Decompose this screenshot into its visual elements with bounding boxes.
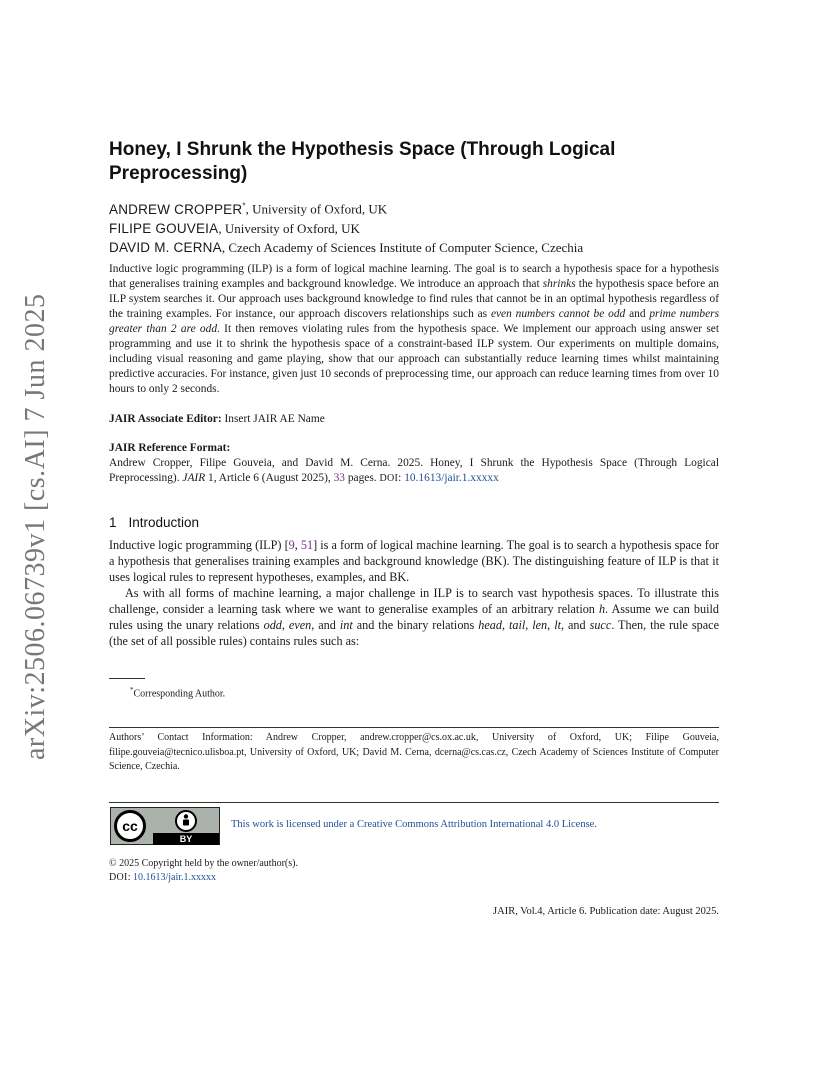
cc-logo-icon: cc xyxy=(114,810,146,842)
license-link[interactable]: This work is licensed under a Creative Commons Attribution International 4.0 License. xyxy=(231,819,597,830)
author-line xyxy=(109,238,729,257)
footnote-rule xyxy=(109,678,145,679)
footnote: *Corresponding Author. xyxy=(130,686,226,700)
arxiv-identifier-stamp: arXiv:2506.06739v1 [cs.AI] 7 Jun 2025 xyxy=(20,293,51,760)
author-affiliation: , Czech Academy of Sciences Institute of Computer Science, Czechia xyxy=(221,239,584,255)
contact-divider xyxy=(109,727,719,728)
introduction-text xyxy=(109,537,719,649)
author-name: ANDREW CROPPER* xyxy=(109,201,246,217)
author-affiliation: , University of Oxford, UK xyxy=(218,220,360,236)
copyright-block: © 2025 Copyright held by the owner/author(s). DOI: 10.1613/jair.1.xxxxx xyxy=(109,858,298,883)
page-count-link[interactable]: 33 xyxy=(333,472,345,484)
author-line xyxy=(109,196,729,219)
abstract: Inductive logic programming (ILP) is a form of logical machine learning. The goal is to search a hypothesis space for a hypothesis that generalises training examples and background knowledge. We introduce an approach that shrinks the hypothesis space before an ILP system searches it. Our approach uses background knowledge to find rules that cannot be in an optimal hypothesis regardless of the training examples. For instance, our approach discovers relationships such as even numbers cannot be odd and prime numbers greater than 2 are odd. It then removes violating rules from the hypothesis space. We implement our approach using answer set programming and use it to shrink the hypothesis space of a constraint-based ILP system. Our experiments on multiple domains, including visual reasoning and game playing, show that our approach can substantially reduce learning times whilst maintaining predictive accuracies. For instance, given just 10 seconds of preprocessing time, our approach can reduce learning times from over 10 hours to only 2 seconds. xyxy=(109,263,720,395)
author-contact-info: Authors’ Contact Information: Andrew Cropper, andrew.cropper@cs.ox.ac.uk, University of Oxford, UK; Filipe Gouveia, filipe.gouveia@tecnico.ulisboa.pt, University of Oxford, UK; David M. Cerna, dcerna@cs.cas.cz, Czech Academy of Sciences Institute of Computer Science, Czechia. xyxy=(109,732,719,772)
by-label: BY xyxy=(153,833,219,845)
author-list xyxy=(109,196,729,257)
footer-doi-link[interactable]: 10.1613/jair.1.xxxxx xyxy=(132,872,217,883)
section-heading: 1 Introduction xyxy=(109,515,200,530)
paragraph: Inductive logic programming (ILP) [9, 51] is a form of logical machine learning. The goal is to search a hypothesis space for a hypothesis that generalises training examples and background knowledge (BK). The distinguishing feature of ILP is that it uses logical rules to represent hypotheses, examples, and BK. xyxy=(109,538,719,584)
license-divider xyxy=(109,802,719,803)
associate-editor: JAIR Associate Editor: Insert JAIR AE Name xyxy=(109,413,325,425)
author-name: DAVID M. CERNA xyxy=(109,239,222,255)
author-name: FILIPE GOUVEIA xyxy=(109,220,219,236)
paper-title: Honey, I Shrunk the Hypothesis Space (Through Logical Preprocessing) xyxy=(109,139,616,184)
person-icon xyxy=(175,810,197,832)
author-line xyxy=(109,219,729,238)
reference-format: JAIR Reference Format: Andrew Cropper, Filipe Gouveia, and David M. Cerna. 2025. Honey, I Shrunk the Hypothesis Space (Through Logical Preprocessing). JAIR 1, Article 6 (August 2025), 33 pages. DOI: 10.1613/jair.1.xxxxx xyxy=(109,442,719,484)
citation-link[interactable]: 9 xyxy=(288,538,295,552)
running-footer: JAIR, Vol.4, Article 6. Publication date: August 2025. xyxy=(493,906,719,917)
creative-commons-by-icon xyxy=(110,807,220,845)
citation-link[interactable]: 51 xyxy=(300,538,314,552)
paragraph: As with all forms of machine learning, a major challenge in ILP is to search vast hypothesis spaces. To illustrate this challenge, consider a learning task where we want to generalise examples of an arbitrary relation h. Assume we can build rules using the unary relations odd, even, and int and the binary relations head, tail, len, lt, and succ. Then, the rule space (the set of all possible rules) contains rules such as: xyxy=(109,586,719,648)
author-affiliation: , University of Oxford, UK xyxy=(245,201,388,217)
doi-link[interactable]: 10.1613/jair.1.xxxxx xyxy=(404,472,499,484)
